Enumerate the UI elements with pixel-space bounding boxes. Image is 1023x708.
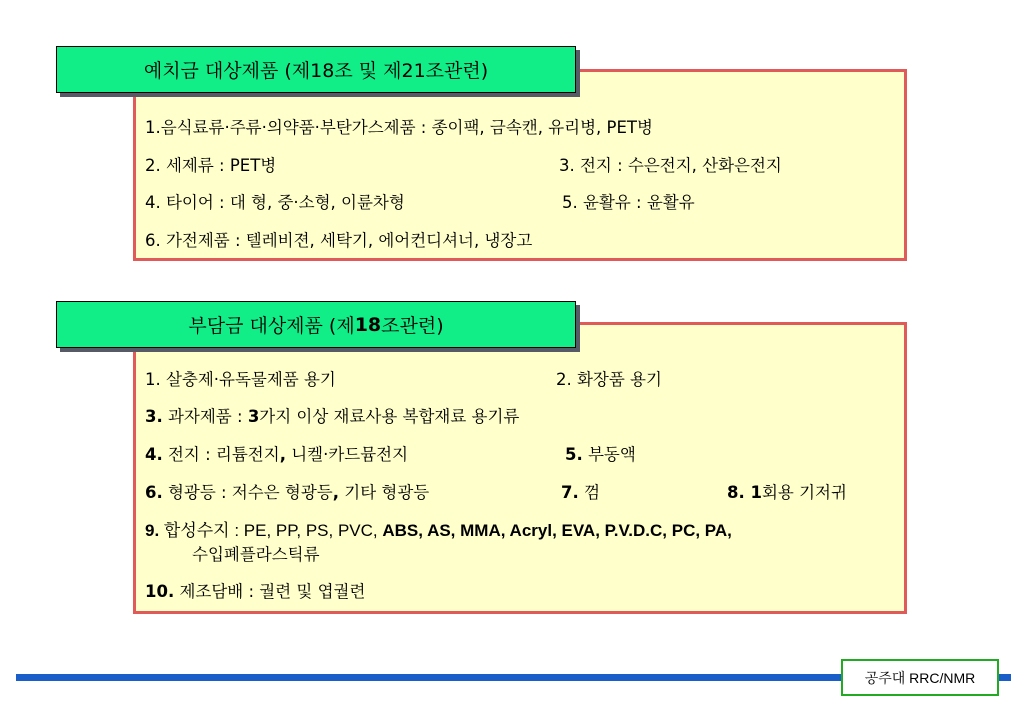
- item-7-number: 7.: [561, 483, 579, 502]
- section2-title-post: 조관련): [381, 315, 444, 337]
- section2-item-1: 1. 살충제·유독물제품 용기: [145, 370, 336, 389]
- item-6-text-a: 형광등 : 저수은 형광등: [162, 483, 333, 502]
- item-5-number: 5.: [565, 445, 583, 464]
- section2-item-2: 2. 화장품 용기: [556, 370, 662, 389]
- section2-item-10: [145, 582, 365, 602]
- section2-title-pre: 부담금 대상제품 (제: [188, 315, 355, 337]
- section2-item-6: [145, 483, 429, 503]
- section1-line-2: 2. 세제류 : PET병: [145, 156, 277, 175]
- item-9-text-a: 합성수지 : PE, PP, PS, PVC,: [159, 521, 383, 540]
- section2-item-8: [727, 483, 847, 503]
- section2-item-5: [565, 445, 636, 465]
- item-4-text-c: 니켈·카드뮴전지: [285, 445, 409, 464]
- section1-line-3: 3. 전지 : 수은전지, 산화은전지: [559, 156, 782, 175]
- section1-line-5: 5. 윤활유 : 윤활유: [562, 193, 695, 212]
- item-9-number: 9.: [145, 521, 160, 540]
- item-6-text-b: ,: [332, 483, 340, 502]
- section1-title: [56, 46, 576, 93]
- item-7-text: 껌: [578, 483, 600, 502]
- section2-item-9-continued: 수입폐플라스틱류: [192, 545, 320, 564]
- section2-title: [56, 301, 576, 348]
- item-3-text-c: 가지 이상 재료사용 복합재료 용기류: [259, 407, 520, 426]
- item-3-number: 3.: [145, 407, 163, 426]
- footer-text: 공주대 RRC/NMR: [864, 669, 976, 686]
- item-6-number: 6.: [145, 483, 163, 502]
- item-10-number: 10.: [145, 582, 175, 601]
- section2-box: [133, 322, 907, 614]
- section1-line-4: 4. 타이어 : 대 형, 중·소형, 이륜차형: [145, 193, 405, 212]
- item-5-text: 부동액: [582, 445, 636, 464]
- item-4-number: 4.: [145, 445, 163, 464]
- section2-title-num: 18: [354, 313, 382, 336]
- section1-line-6: 6. 가전제품 : 텔레비젼, 세탁기, 에어컨디셔너, 냉장고: [145, 231, 533, 250]
- item-10-text: 제조담배 : 궐련 및 엽궐련: [174, 582, 366, 601]
- section1-title-text: 예치금 대상제품 (제18조 및 제21조관련): [143, 60, 489, 82]
- item-4-text-b: ,: [279, 445, 286, 464]
- item-4-text-a: 전지 : 리튬전지: [162, 445, 280, 464]
- item-8-number: 8. 1: [727, 483, 762, 502]
- section2-item-9: [145, 521, 732, 541]
- section2-item-4: [145, 445, 408, 465]
- item-9-text-b: ABS, AS, MMA, Acryl, EVA, P.V.D.C, PC, PA,: [382, 521, 732, 540]
- item-6-text-c: 기타 형광등: [339, 483, 430, 502]
- section2-item-3: [145, 407, 519, 427]
- item-3-text-a: 과자제품 :: [162, 407, 248, 426]
- section2-item-7: [561, 483, 600, 503]
- footer-label: [841, 659, 999, 696]
- section1-line-1: 1.음식료류·주류·의약품·부탄가스제품 : 종이팩, 금속캔, 유리병, PET병: [145, 118, 653, 137]
- item-3-text-b: 3: [247, 407, 260, 426]
- item-8-text: 회용 기저귀: [761, 483, 847, 502]
